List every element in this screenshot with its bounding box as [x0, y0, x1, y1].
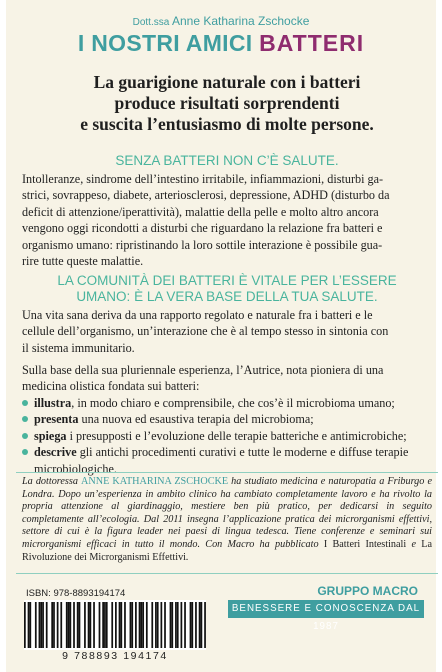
text-line: Sulla base della sua pluriennale esperienza, l’Autrice, nota pioniera di una [22, 363, 384, 377]
heading-line: UMANO: È LA VERA BASE DELLA TUA SALUTE. [76, 289, 378, 304]
barcode-bar [135, 602, 137, 648]
author-prefix: Dott.ssa [132, 17, 170, 28]
barcode-bar [177, 602, 179, 648]
barcode-bar [124, 602, 126, 648]
barcode-bar [93, 602, 95, 648]
author-bio [16, 472, 438, 574]
subtitle-line: La guarigione naturale con i batteri [93, 72, 361, 92]
text-line: il sistema immunitario. [22, 340, 135, 355]
bio-end: . [186, 551, 189, 563]
barcode-bar [111, 602, 113, 648]
barcode-bar [104, 602, 106, 648]
barcode-bar [157, 602, 159, 648]
barcode-bar [120, 602, 122, 648]
text-line: medicina olistica fondata sui batteri: [22, 379, 200, 394]
publisher-tagline: BENESSERE E CONOSCENZA DAL 1987 [228, 600, 424, 618]
barcode-bar [106, 602, 108, 648]
barcode-bar [77, 602, 79, 648]
barcode-bar [46, 602, 48, 648]
bullet-keyword: illustra [34, 396, 72, 410]
barcode-bar [73, 602, 75, 648]
bullet-dot-icon [22, 433, 28, 439]
barcode-bar [171, 602, 173, 648]
bullet-dot-icon [22, 449, 28, 455]
barcode-bar [79, 602, 81, 648]
subtitle [30, 72, 424, 135]
barcode-bar [84, 602, 86, 648]
barcode-bar [102, 602, 104, 648]
barcode-bar [68, 602, 70, 648]
text-line: rire tutte queste malattie. [22, 254, 144, 269]
barcode-bar [70, 602, 72, 648]
barcode-image [24, 600, 206, 650]
barcode-bar [99, 602, 101, 648]
author-name: Anne Katharina Zschocke [171, 14, 310, 28]
text-line: organismo umano: ripristinando la loro sottile interazione è possibile gua- [22, 237, 383, 252]
barcode-bar [40, 602, 42, 648]
barcode-bar [57, 602, 59, 648]
barcode-bar [131, 602, 133, 648]
bullet-dot-icon [22, 416, 28, 422]
barcode-bar [39, 602, 41, 648]
section1-heading: SENZA BATTERI NON C’È SALUTE. [115, 153, 339, 168]
barcode-number: 9 788893 194174 [62, 650, 168, 662]
title-main: I NOSTRI AMICI [77, 30, 253, 56]
barcode-bar [146, 602, 148, 648]
barcode-bar [90, 602, 92, 648]
barcode-bar [190, 602, 192, 648]
text-line: deficit di attenzione/iperattività), malattie della pelle e molto altro ancora [22, 204, 379, 219]
text-line: Intolleranze, sindrome dell’intestino irritabile, infiammazioni, disturbi ga- [22, 172, 384, 186]
barcode-bar [28, 602, 30, 648]
bio-book-title: La Rivoluzione dei Microrganismi Effettivi [22, 538, 432, 563]
barcode-bar [181, 602, 183, 648]
barcode-bar [88, 602, 90, 648]
publisher-name: GRUPPO MACRO [317, 584, 418, 598]
barcode-bar [155, 602, 157, 648]
barcode-bar [161, 602, 163, 648]
bio-text: ha studiato medicina e naturopatia a Friburgo e Londra. Dopo un’esperienza in ambito clinico ha cambiato completamente lavoro e ha rivolto la propria attenzione al giardinaggio, mestiere ben più pratico, per dedicarsi in seguito completamente all’ecologia. Dal 2011 insegna l’applicazione pratica dei microrganismi effettivi, settore di cui è la figura leader nei paesi di lingua tedesca. Tiene conferenze e seminari sui microrganismi efficaci in tutto il mondo. Con Macro ha pubblicato [22, 476, 432, 550]
text-line: vengono oggi ricondotti a disturbi che riguardano la relazione fra batteri e [22, 221, 383, 236]
subtitle-line: produce risultati sorprendenti [114, 93, 340, 113]
isbn-label: ISBN: 978-8893194174 [26, 588, 126, 599]
barcode-bar [184, 602, 186, 648]
bio-author-name: ANNE KATHARINA ZSCHOCKE [81, 476, 229, 487]
barcode-bar [191, 602, 193, 648]
barcode-bar [201, 602, 203, 648]
barcode-bar [115, 602, 117, 648]
barcode-bar [130, 602, 132, 648]
section1-paragraph [22, 171, 432, 269]
text-line: strici, sovrappeso, diabete, arteriosclerosi, depressione, ADHD (disturbo da [22, 188, 390, 203]
list-item [22, 428, 432, 444]
barcode-bar [170, 602, 172, 648]
bullet-dot-icon [22, 400, 28, 406]
bio-conjunction: e [406, 538, 422, 550]
list-item [22, 395, 432, 411]
barcode-icon [24, 600, 206, 650]
bullet-text: una nuova ed esaustiva terapia del microbioma; [78, 412, 314, 427]
barcode-bar [60, 602, 62, 648]
barcode-bar [35, 602, 37, 648]
barcode-bar [29, 602, 31, 648]
section2-heading [18, 273, 436, 305]
section3-paragraph [22, 362, 432, 395]
barcode-bar [24, 602, 26, 648]
barcode-bar [175, 602, 177, 648]
barcode-bar [151, 602, 153, 648]
list-item [22, 411, 432, 427]
subtitle-line: e suscita l’entusiasmo di molte persone. [80, 114, 374, 134]
heading-line: LA COMUNITÀ DEI BATTERI È VITALE PER L’ESSERE [57, 273, 397, 288]
bullet-keyword: presenta [34, 412, 79, 427]
barcode-bar [42, 602, 44, 648]
barcode-bar [66, 602, 68, 648]
barcode-bar [53, 602, 55, 648]
barcode-bar [164, 602, 166, 648]
barcode-bar [199, 602, 201, 648]
author-line [6, 14, 436, 28]
barcode-bar [142, 602, 144, 648]
feature-list [22, 395, 432, 477]
bullet-keyword: descrive [34, 445, 77, 460]
barcode-bar [51, 602, 53, 648]
section2-paragraph [22, 307, 432, 356]
barcode-bar [140, 602, 142, 648]
bullet-text: i presupposti e l’evoluzione delle terapie batteriche e antimicrobiche; [66, 428, 407, 443]
barcode-bar [139, 602, 141, 648]
title-accent: BATTERI [259, 30, 365, 56]
text-line: Una vita sana deriva da una rapporto regolato e naturale fra i batteri e le [22, 308, 373, 322]
book-title [6, 30, 436, 57]
barcode-bar [119, 602, 121, 648]
bullet-keyword: spiega [34, 428, 67, 443]
barcode-bar [204, 602, 206, 648]
bullet-text: gli antichi procedimenti curativi e tutte le moderne e diffuse terapie microbiologiche. [34, 445, 409, 476]
bio-intro: La dottoressa [22, 476, 81, 487]
text-line: cellule dell’organismo, un’interazione che è al tempo stesso in sintonia con [22, 324, 389, 339]
bullet-text: , in modo chiaro e comprensibile, che cos’è il microbioma umano; [71, 396, 395, 410]
bio-book-title: I Batteri Intestinali [323, 538, 407, 550]
barcode-bar [195, 602, 197, 648]
